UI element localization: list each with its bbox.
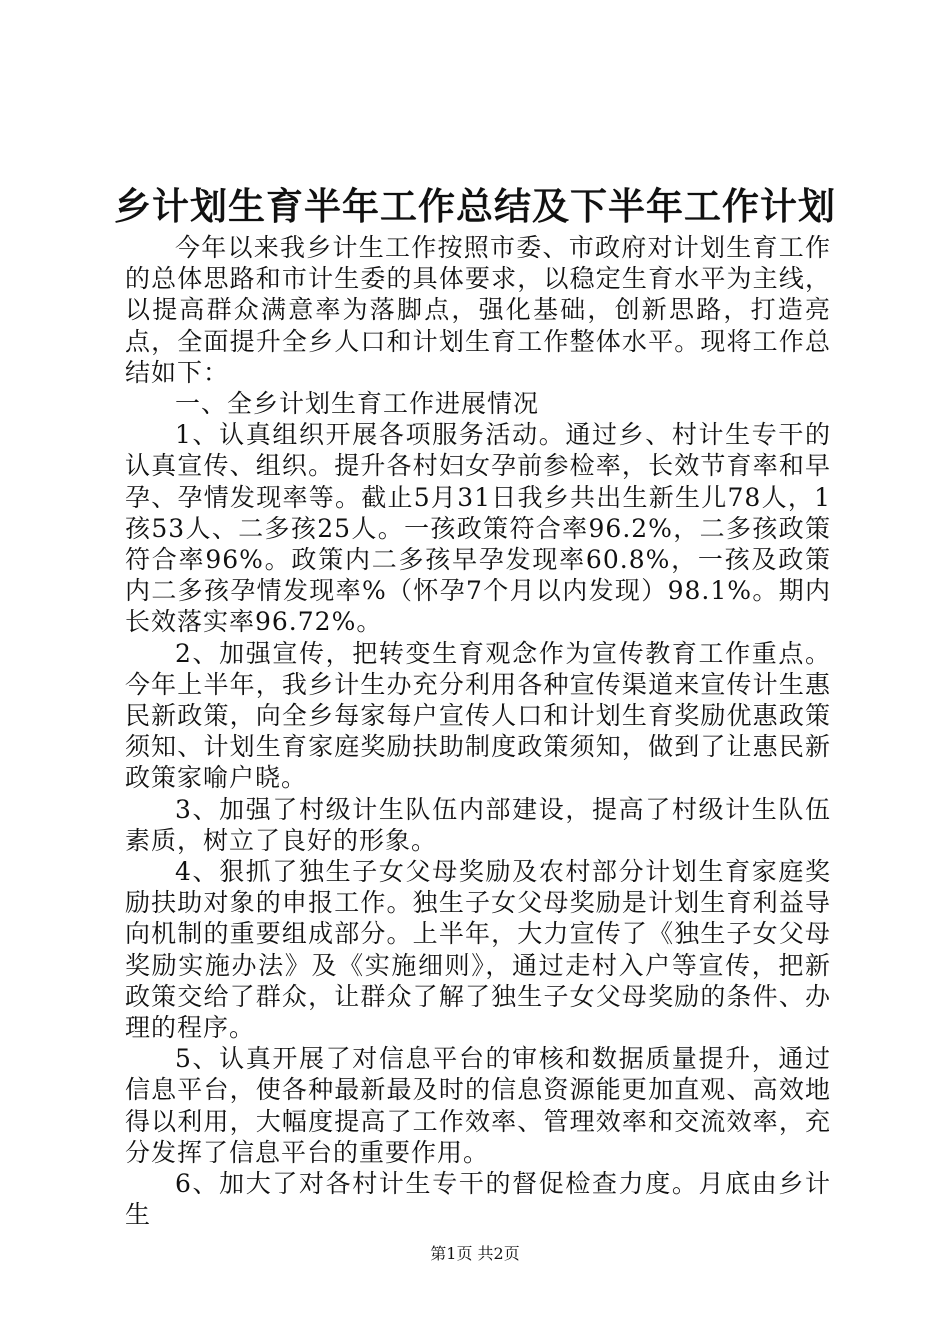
paragraph-item-2: 2、加强宣传，把转变生育观念作为宣传教育工作重点。今年上半年，我乡计生办充分利用各种宣传渠道来宣传计生惠民新政策，向全乡每家每户宣传人口和计划生育奖励优惠政策须知、计划生育家庭奖励扶助制度政策须知，做到了让惠民新政策家喻户晓。 — [125, 638, 831, 793]
document-body — [125, 232, 831, 1231]
section-heading-1: 一、全乡计划生育工作进展情况 — [175, 389, 540, 419]
paragraph-item-5: 5、认真开展了对信息平台的审核和数据质量提升，通过信息平台，使各种最新最及时的信息资源能更加直观、高效地得以利用，大幅度提高了工作效率、管理效率和交流效率，充分发挥了信息平台的重要作用。 — [125, 1044, 831, 1167]
paragraph-item-3: 3、加强了村级计生队伍内部建设，提高了村级计生队伍素质，树立了良好的形象。 — [125, 794, 831, 855]
paragraph-item-4: 4、狠抓了独生子女父母奖励及农村部分计划生育家庭奖励扶助对象的申报工作。独生子女父母奖励是计划生育利益导向机制的重要组成部分。上半年，大力宣传了《独生子女父母奖励实施办法》及《实施细则》，通过走村入户等宣传，把新政策交给了群众，让群众了解了独生子女父母奖励的条件、办理的程序。 — [125, 857, 831, 1043]
paragraph-item-6: 6、加大了对各村计生专干的督促检查力度。月底由乡计生 — [125, 1169, 831, 1230]
paragraph-item-1: 1、认真组织开展各项服务活动。通过乡、村计生专干的认真宣传、组织。提升各村妇女孕前参检率，长效节育率和早孕、孕情发现率等。截止5月31日我乡共出生新生儿78人，1孩53人、二多孩25人。一孩政策符合率96.2%，二多孩政策符合率96%。政策内二多孩早孕发现率60.8%，一孩及政策内二多孩孕情发现率%（怀孕7个月以内发现）98.1%。期内长效落实率96.72%。 — [125, 420, 831, 637]
document-title: 乡计划生育半年工作总结及下半年工作计划 — [114, 184, 836, 228]
paragraph-intro: 今年以来我乡计生工作按照市委、市政府对计划生育工作的总体思路和市计生委的具体要求，以稳定生育水平为主线，以提高群众满意率为落脚点，强化基础，创新思路，打造亮点，全面提升全乡人口和计划生育工作整体水平。现将工作总结如下： — [125, 233, 831, 387]
page-footer: 第1页 共2页 — [430, 1244, 520, 1263]
